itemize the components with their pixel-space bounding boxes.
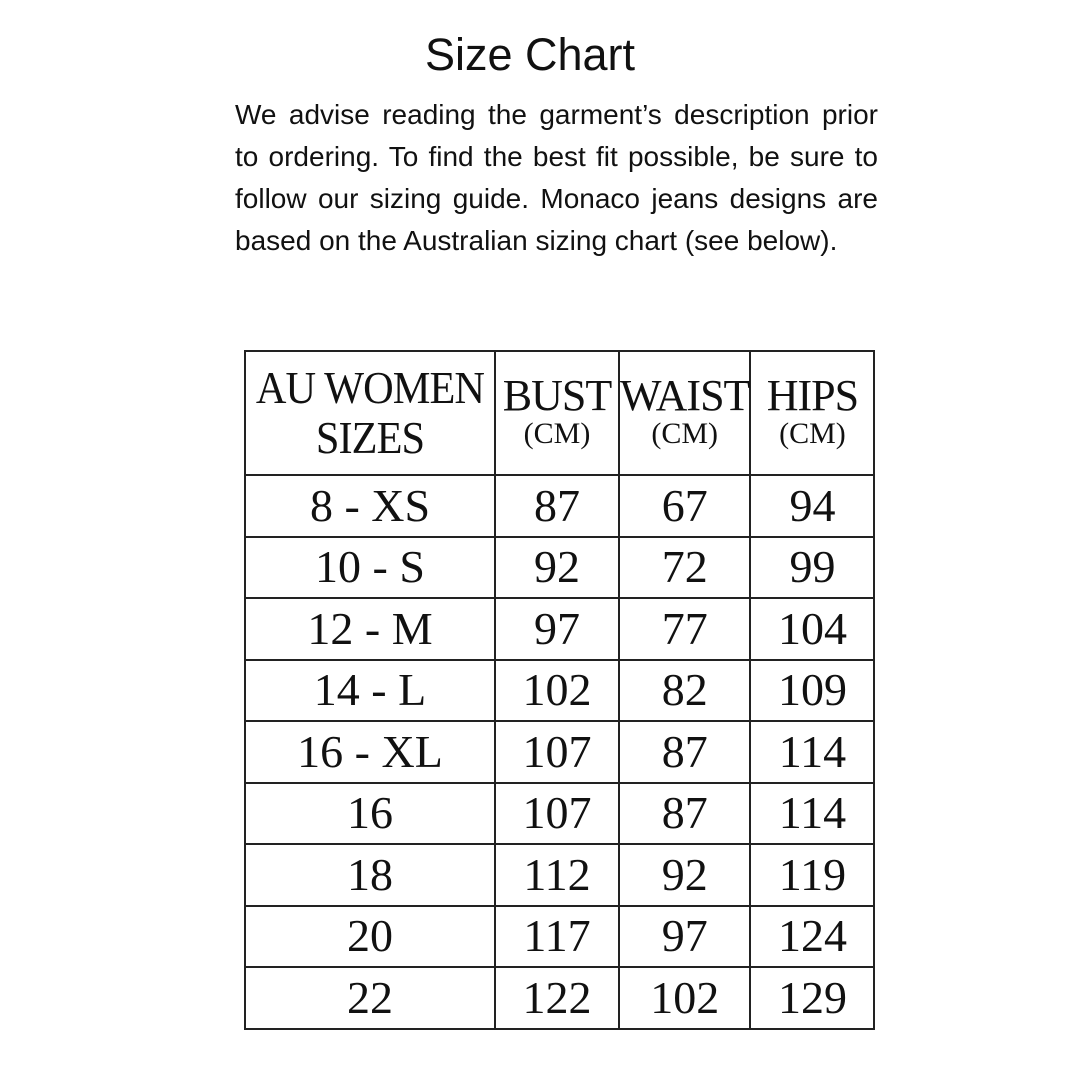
cell-size: 8 - XS: [245, 475, 495, 537]
cell-bust: 122: [495, 967, 619, 1029]
table-row: [245, 537, 874, 599]
intro-paragraph: We advise reading the garment’s description prior to ordering. To find the best fit possible, be sure to follow our sizing guide. Monaco jeans designs are based on the Australian sizing chart (see below).: [235, 99, 878, 256]
cell-bust: 112: [495, 844, 619, 906]
cell-waist: 82: [619, 660, 750, 722]
header-waist-label: WAIST: [620, 371, 750, 420]
cell-bust: 107: [495, 721, 619, 783]
cell-size: 10 - S: [245, 537, 495, 599]
table-header-row: [245, 351, 874, 475]
cell-hips: 94: [750, 475, 874, 537]
cell-size: 16: [245, 783, 495, 845]
size-chart-table-container: [244, 350, 875, 1030]
cell-bust: 92: [495, 537, 619, 599]
cell-waist: 67: [619, 475, 750, 537]
cell-hips: 119: [750, 844, 874, 906]
cell-waist: 92: [619, 844, 750, 906]
page-title: Size Chart: [424, 29, 636, 80]
table-row: [245, 967, 874, 1029]
header-hips-unit: (CM): [779, 417, 846, 450]
cell-size: 12 - M: [245, 598, 495, 660]
cell-size: 18: [245, 844, 495, 906]
header-size-line1: AU WOMEN: [255, 362, 485, 413]
header-hips: [750, 351, 874, 475]
cell-waist: 97: [619, 906, 750, 968]
cell-bust: 102: [495, 660, 619, 722]
cell-waist: 87: [619, 783, 750, 845]
cell-bust: 87: [495, 475, 619, 537]
table-row: [245, 783, 874, 845]
table-row: [245, 906, 874, 968]
cell-size: 14 - L: [245, 660, 495, 722]
cell-hips: 99: [750, 537, 874, 599]
cell-hips: 129: [750, 967, 874, 1029]
cell-waist: 72: [619, 537, 750, 599]
cell-bust: 97: [495, 598, 619, 660]
table-row: [245, 660, 874, 722]
header-bust: [495, 351, 619, 475]
table-row: [245, 475, 874, 537]
cell-hips: 109: [750, 660, 874, 722]
header-size: [245, 351, 495, 475]
size-chart-table: [244, 350, 875, 1030]
cell-waist: 77: [619, 598, 750, 660]
header-waist-unit: (CM): [651, 417, 719, 450]
header-hips-label: HIPS: [766, 371, 859, 420]
cell-bust: 107: [495, 783, 619, 845]
cell-bust: 117: [495, 906, 619, 968]
cell-waist: 102: [619, 967, 750, 1029]
table-row: [245, 721, 874, 783]
cell-hips: 124: [750, 906, 874, 968]
header-size-line2: SIZES: [315, 412, 425, 463]
cell-waist: 87: [619, 721, 750, 783]
cell-size: 22: [245, 967, 495, 1029]
table-row: [245, 598, 874, 660]
cell-hips: 114: [750, 783, 874, 845]
cell-size: 20: [245, 906, 495, 968]
header-bust-label: BUST: [502, 371, 612, 420]
header-waist: [619, 351, 750, 475]
header-bust-unit: (CM): [523, 417, 591, 450]
cell-hips: 114: [750, 721, 874, 783]
table-row: [245, 844, 874, 906]
cell-hips: 104: [750, 598, 874, 660]
cell-size: 16 - XL: [245, 721, 495, 783]
